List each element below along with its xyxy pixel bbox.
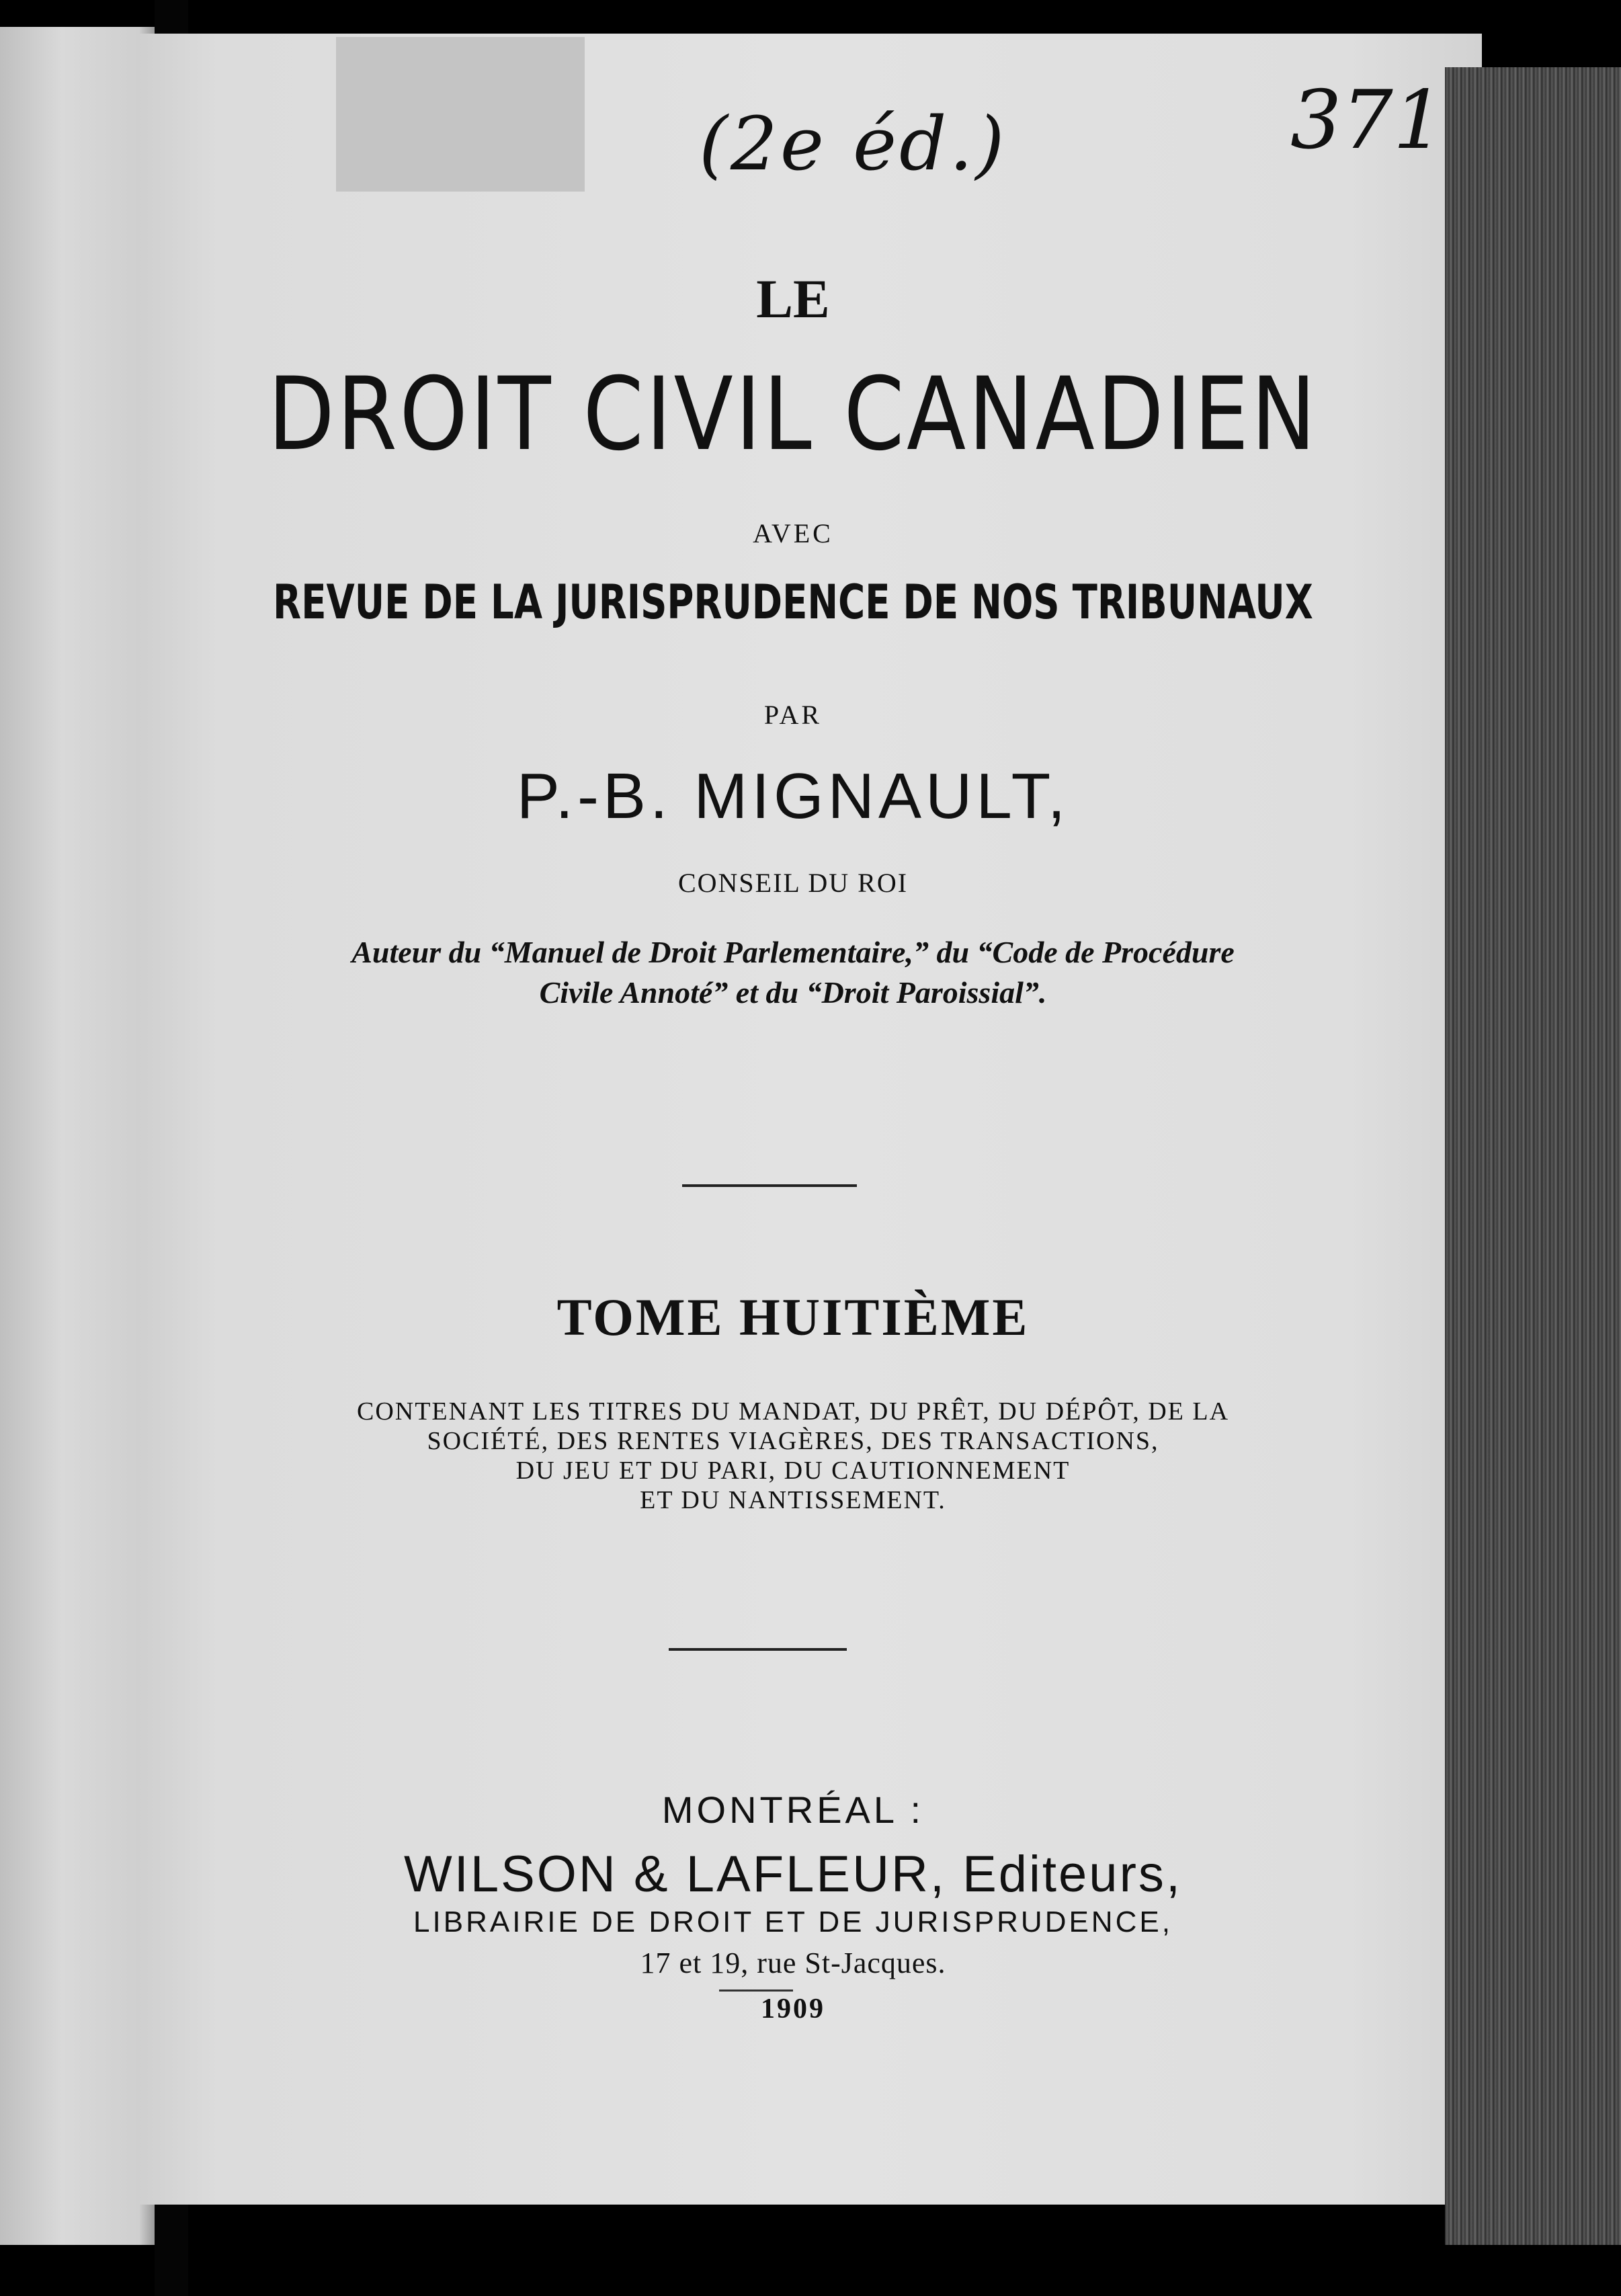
handwritten-edition-note: (2e éd.) (699, 101, 1007, 187)
contents-line-4: ET DU NANTISSEMENT. (640, 1486, 946, 1514)
author-works-line-2: Civile Annoté” et du “Droit Paroissial”. (539, 975, 1047, 1010)
book-title: DROIT CIVIL CANADIEN (267, 356, 1319, 473)
contents-line-2: SOCIÉTÉ, DES RENTES VIAGÈRES, DES TRANSACTIONS, (427, 1427, 1159, 1455)
title-conjunction: AVEC (753, 518, 833, 548)
faded-stamp-area (336, 37, 585, 192)
book-subtitle: REVUE DE LA JURISPRUDENCE DE NOS TRIBUNAUX (273, 575, 1313, 630)
contents-line-1: CONTENANT LES TITRES DU MANDAT, DU PRÊT, DU DÉPÔT, DE LA (356, 1397, 1230, 1426)
publisher-name: WILSON & LAFLEUR, Editeurs, (404, 1846, 1182, 1903)
handwritten-shelf-number: 371 (1290, 74, 1445, 167)
contents-line-3: DU JEU ET DU PARI, DU CAUTIONNEMENT (515, 1457, 1071, 1485)
volume-title: TOME HUITIÈME (556, 1288, 1030, 1346)
year-rule (719, 1990, 793, 1992)
divider-rule-bottom (669, 1648, 847, 1651)
title-article: LE (756, 268, 830, 329)
volume-contents (121, 1397, 1465, 1515)
by-line-label: PAR (763, 700, 823, 730)
publisher-address: 17 et 19, rue St-Jacques. (640, 1946, 946, 1979)
page-stack-edges (1445, 67, 1621, 2245)
author-title: CONSEIL DU ROI (677, 868, 909, 898)
divider-rule-top (682, 1184, 857, 1187)
author-works-line-1: Auteur du “Manuel de Droit Parlementaire,” du “Code de Procédure (351, 935, 1235, 969)
publisher-description: LIBRAIRIE DE DROIT ET DE JURISPRUDENCE, (413, 1905, 1173, 1938)
publication-city: MONTRÉAL : (661, 1789, 925, 1831)
publication-year: 1909 (761, 1994, 825, 2024)
author-name: P.-B. MIGNAULT, (516, 760, 1070, 832)
